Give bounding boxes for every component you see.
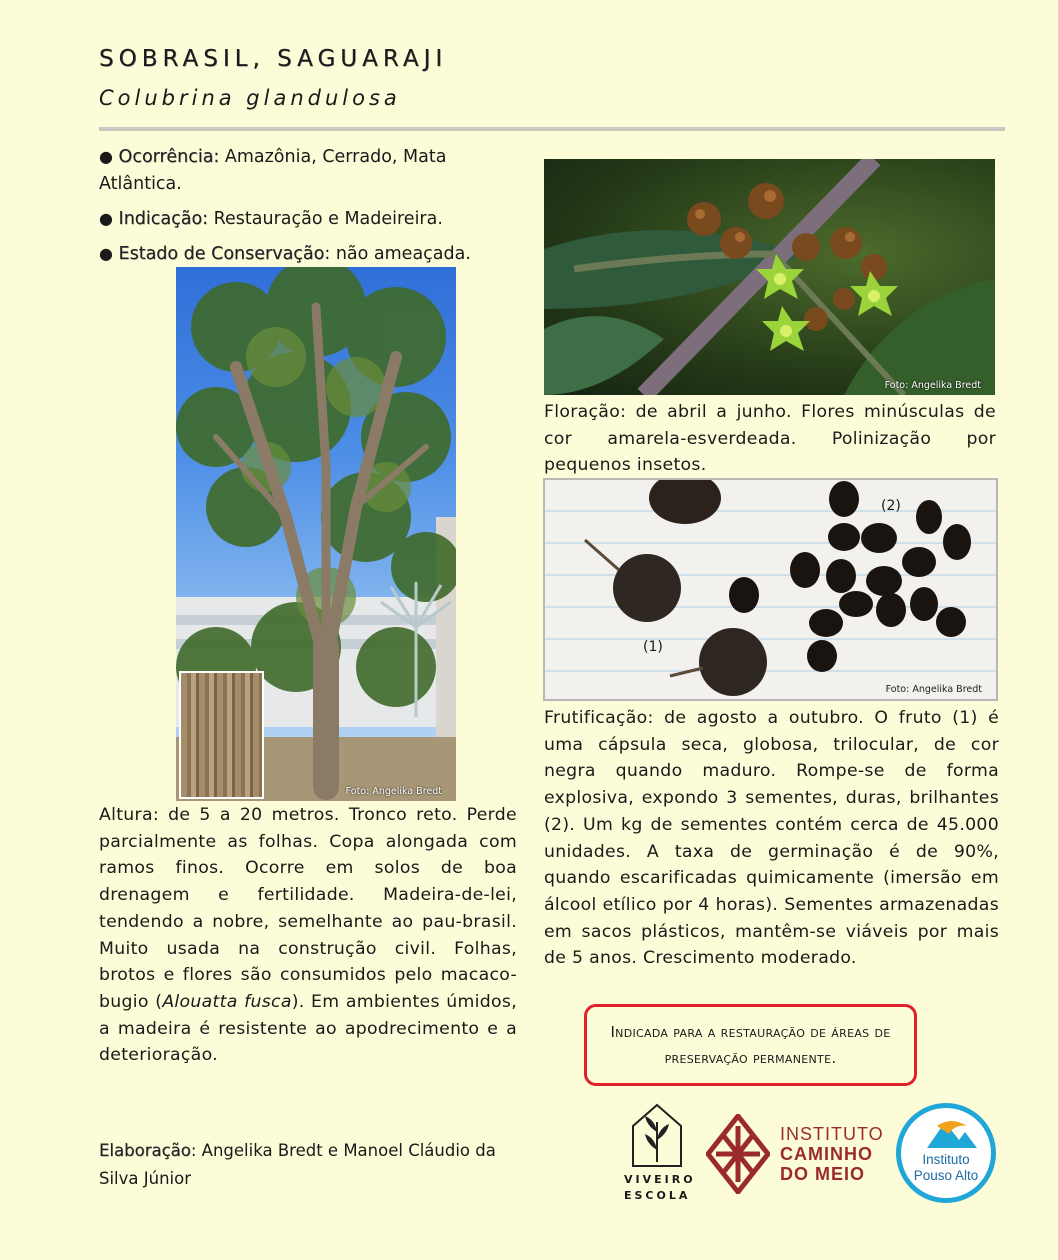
caminho-line2: CAMINHO [780,1144,873,1164]
tree-photo [176,267,456,801]
credits-value: : Angelika Bredt e Manoel Cláudio da Silva Júnior [99,1141,496,1188]
estado-label: Estado de Conservação [118,244,325,264]
credits [99,1137,499,1193]
seeds-photo [543,478,998,701]
caminho-line3: DO MEIO [780,1164,866,1184]
credits-label: Elaboração [99,1141,191,1160]
pouso-line2: Pouso Alto [913,1168,979,1183]
caminho-text [780,1124,884,1184]
trunk-inset-photo [179,671,264,799]
seeds-illustration [545,480,996,699]
altura-species-italic: Alouatta fusca [162,991,292,1012]
indicacao-label: Indicação: [118,209,209,229]
viveiro-line2: ESCOLA [624,1189,691,1202]
knot-pattern-icon [706,1114,770,1194]
plant-house-icon [629,1102,685,1168]
info-list [99,143,509,275]
scientific-name: Colubrina glandulosa [99,86,401,110]
header-divider [99,127,1005,131]
viveiro-line1: VIVEIRO [624,1173,696,1186]
altura-text-part2: ). Em ambientes úmidos, a madeira é resistente ao apodrecimento e a deterioração. [99,991,517,1066]
altura-text [99,802,517,1069]
bullet-icon: ● [99,244,113,263]
restoration-callout [584,1004,917,1086]
caminho-do-meio-logo [706,1114,884,1194]
viveiro-escola-logo [624,1102,696,1204]
info-indicacao [99,205,509,233]
seeds-label-1: (1) [643,639,663,655]
tree-photo-credit: Foto: Angelika Bredt [345,786,442,797]
ocorrencia-label: Ocorrência: [118,147,220,167]
bird-mountain-icon [901,1112,991,1152]
info-estado [99,240,509,268]
bullet-icon: ● [99,147,113,166]
flower-illustration [544,159,995,395]
pouso-line1: Instituto [922,1152,970,1167]
bullet-icon: ● [99,209,113,228]
ocorrencia-value: Amazônia, Cerrado, Mata Atlântica. [99,147,447,194]
indicacao-value: Restauração e Madeireira. [208,209,443,229]
flower-photo [544,159,995,395]
floracao-text: Floração: de abril a junho. Flores minúsculas de cor amarela-esverdeada. Polinização por pequenos insetos. [544,402,996,476]
seeds-photo-credit: Foto: Angelika Bredt [885,684,982,695]
seeds-label-2: (2) [881,498,901,514]
page-title: SOBRASIL, SAGUARAJI [99,46,448,72]
estado-value: : não ameaçada. [324,244,471,264]
flower-photo-credit: Foto: Angelika Bredt [884,380,981,391]
pouso-text [901,1152,991,1184]
info-ocorrencia [99,143,509,198]
pouso-alto-logo [896,1103,996,1203]
altura-text-part1: Altura: de 5 a 20 metros. Tronco reto. Perde parcialmente as folhas. Copa alongada com ramos finos. Ocorre em solos de boa drenagem e fertilidade. Madeira-de-lei, tendendo a nobre, semelhante ao pau-brasil. Muito usada na construção civil. Folhas, brotos e flores são consumidos pelo macaco-bugio ( [99,805,517,1012]
callout-text: Indicada para a restauração de áreas de preservação permanente. [610,1023,891,1067]
frutificacao-text: Frutificação: de agosto a outubro. O fruto (1) é uma cápsula seca, globosa, trilocular, de cor negra quando maduro. Rompe-se de forma explosiva, expondo 3 sementes, duras, brilhantes (2). Um kg de sementes contém cerca de 45.000 unidades. A taxa de germinação é de 90%, quando escarificadas quimicamente (imersão em álcool etílico por 4 horas). Sementes armazenadas em sacos plásticos, mantêm-se viáveis por mais de 5 anos. Crescimento moderado. [544,708,999,969]
caminho-line1: INSTITUTO [780,1124,884,1144]
